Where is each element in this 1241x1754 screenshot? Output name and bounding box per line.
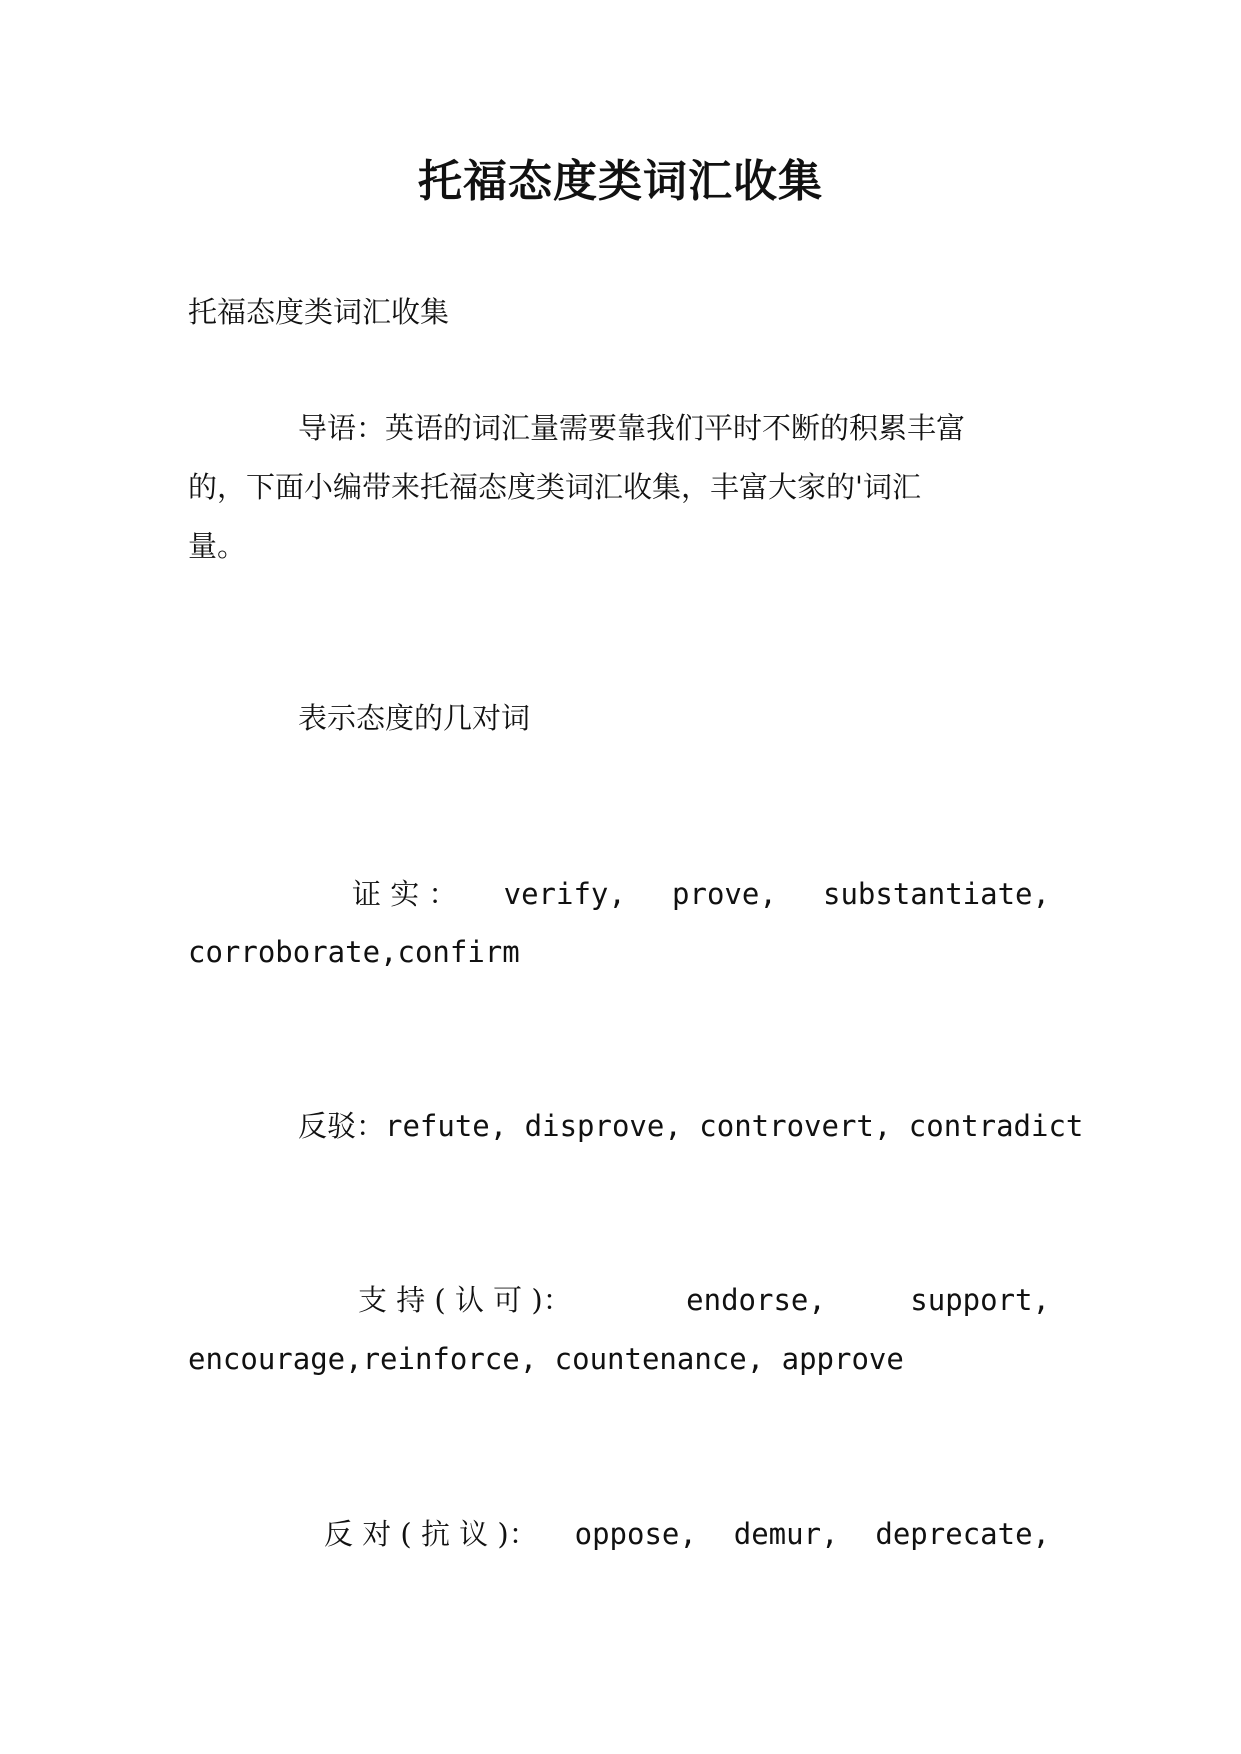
- entry-verify-word: verify,: [503, 877, 626, 911]
- intro-line-1: 导语：英语的词汇量需要靠我们平时不断的积累丰富: [298, 411, 966, 445]
- entry-support-label: 支 持 ( 认 可 )：: [358, 1283, 572, 1317]
- entry-oppose-word: oppose,: [574, 1517, 697, 1551]
- intro-line-2: 的，下面小编带来托福态度类词汇收集，丰富大家的'词汇: [188, 470, 921, 504]
- entry-refute: 反驳：refute, disprove, controvert, contradict: [298, 1109, 1084, 1143]
- entry-verify-label: 证 实 ：: [352, 877, 458, 911]
- document-subtitle: 托福态度类词汇收集: [188, 295, 450, 329]
- entry-verify-word: prove,: [672, 877, 777, 911]
- entry-verify-line-2: corroborate,confirm: [188, 935, 520, 969]
- document-title: 托福态度类词汇收集: [418, 156, 823, 207]
- entry-oppose-line-1: [188, 1514, 1050, 1554]
- entry-oppose-word: demur,: [733, 1517, 839, 1551]
- entry-support-line-1: [188, 1280, 1050, 1320]
- entry-oppose-label: 反 对 ( 抗 议 )：: [324, 1517, 538, 1551]
- entry-support-line-2: encourage,reinforce, countenance, approve: [188, 1342, 904, 1376]
- entry-support-word: endorse,: [686, 1283, 826, 1317]
- section-heading: 表示态度的几对词: [298, 701, 531, 735]
- entry-support-word: support,: [910, 1283, 1050, 1317]
- entry-oppose-word: deprecate,: [875, 1517, 1050, 1551]
- entry-verify-word: substantiate,: [822, 877, 1050, 911]
- intro-line-3: 量。: [188, 529, 247, 563]
- entry-verify-line-1: [188, 874, 1050, 914]
